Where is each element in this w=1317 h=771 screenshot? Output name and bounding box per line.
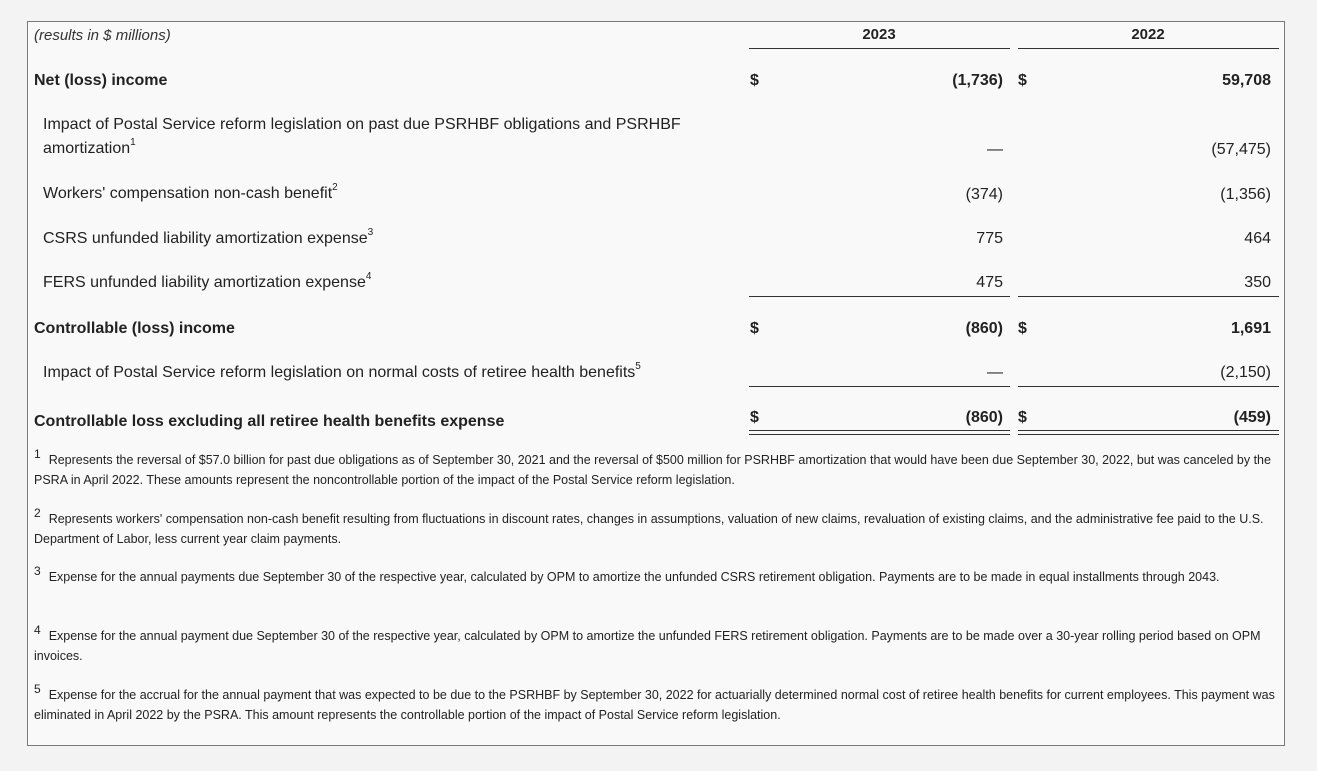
row-label-controllable-loss-excl: Controllable loss excluding all retiree health benefits expense [34,413,505,430]
row-label-reform-impact-line2: amortization$^1$ [43,137,136,157]
dollar-sign: $ [750,409,759,426]
subtotal-rule-2022 [1018,386,1279,387]
value-2022: (1,356) [1220,186,1271,203]
header-rule-2022 [1018,48,1279,49]
row-label-net-income: Net (loss) income [34,72,168,89]
footnote-1: 1 Represents the reversal of $57.0 billion for past due obligations as of September 30, 2021 and the reversal of $500 million for PSRHBF amortization that would have been due September 30, 2022, but was canceled by the PSRA in April 2022. These amounts represent the noncontrollable portion of the impact of the Postal Service reform legislation. [34,447,1271,487]
value-2022: (2,150) [1220,364,1271,381]
value-2023: 775 [976,230,1003,247]
dollar-sign: $ [1018,72,1027,89]
footnote-3: 3 Expense for the annual payments due September 30 of the respective year, calculated by OPM to amortize the unfunded CSRS retirement obligation. Payments are to be made in equal installments through 2043. [34,564,1220,584]
row-label-normal-costs-impact: Impact of Postal Service reform legislation on normal costs of retiree health benefits$^5$ [43,361,641,381]
footnote-ref: 1 [130,137,136,148]
subtotal-rule-2022 [1018,296,1279,297]
row-label-workers-comp: Workers' compensation non-cash benefit$^2$ [43,182,338,202]
header-rule-2023 [749,48,1010,49]
value-2023: (374) [965,186,1003,203]
row-label-reform-impact-line1: Impact of Postal Service reform legislation on past due PSRHBF obligations and PSRHBF [43,116,681,133]
row-label-controllable-income: Controllable (loss) income [34,320,235,337]
dollar-sign: $ [750,320,759,337]
dollar-sign: $ [1018,320,1027,337]
footnote-ref: 4 [365,271,372,282]
row-label-csrs: CSRS unfunded liability amortization expense$^3$ [43,227,374,247]
footnote-5: 5 Expense for the accrual for the annual payment that was expected to be due to the PSRHBF by September 30, 2022 for actuarially determined normal cost of retiree health benefits for current employees. This payment was eliminated in April 2022 by the PSRA. This amount represents the controllable portion of the impact of Postal Service reform legislation. [34,682,1275,722]
dollar-sign: $ [750,72,759,89]
footnote-2: 2 Represents workers' compensation non-cash benefit resulting from fluctuations in discount rates, changes in assumptions, valuation of new claims, revaluation of existing claims, and the administrative fee paid to the U.S. Department of Labor, less current year claim payments. [34,506,1264,546]
financial-table-panel [27,21,1285,746]
subtotal-rule-2023 [749,386,1010,387]
year-header-2023: 2023 [862,26,896,43]
units-caption: (results in $ millions) [34,27,171,44]
footnote-4: 4 Expense for the annual payment due September 30 of the respective year, calculated by OPM to amortize the unfunded FERS retirement obligation. Payments are to be made over a 30-year rolling period based on OPM invoices. [34,623,1261,663]
value-2022: (57,475) [1211,141,1271,158]
total-double-rule-2022 [1018,430,1279,435]
footnote-ref: 5 [635,361,641,372]
row-label-fers: FERS unfunded liability amortization expense$^4$ [43,271,372,291]
value-2022: 464 [1244,230,1271,247]
value-2022: 59,708 [1222,72,1271,89]
value-2022: 1,691 [1230,320,1271,337]
value-2022: (459) [1233,409,1271,426]
value-2022: 350 [1244,274,1271,291]
dollar-sign: $ [1018,409,1027,426]
footnote-ref: 3 [367,227,374,238]
value-2023: 475 [976,274,1003,291]
value-2023: — [987,364,1003,381]
value-2023: (860) [965,320,1003,337]
subtotal-rule-2023 [749,296,1010,297]
footnote-ref: 2 [332,182,338,193]
total-double-rule-2023 [749,430,1010,435]
value-2023: (860) [965,409,1003,426]
value-2023: (1,736) [952,72,1003,89]
year-header-2022: 2022 [1131,26,1165,43]
value-2023: — [987,141,1003,158]
